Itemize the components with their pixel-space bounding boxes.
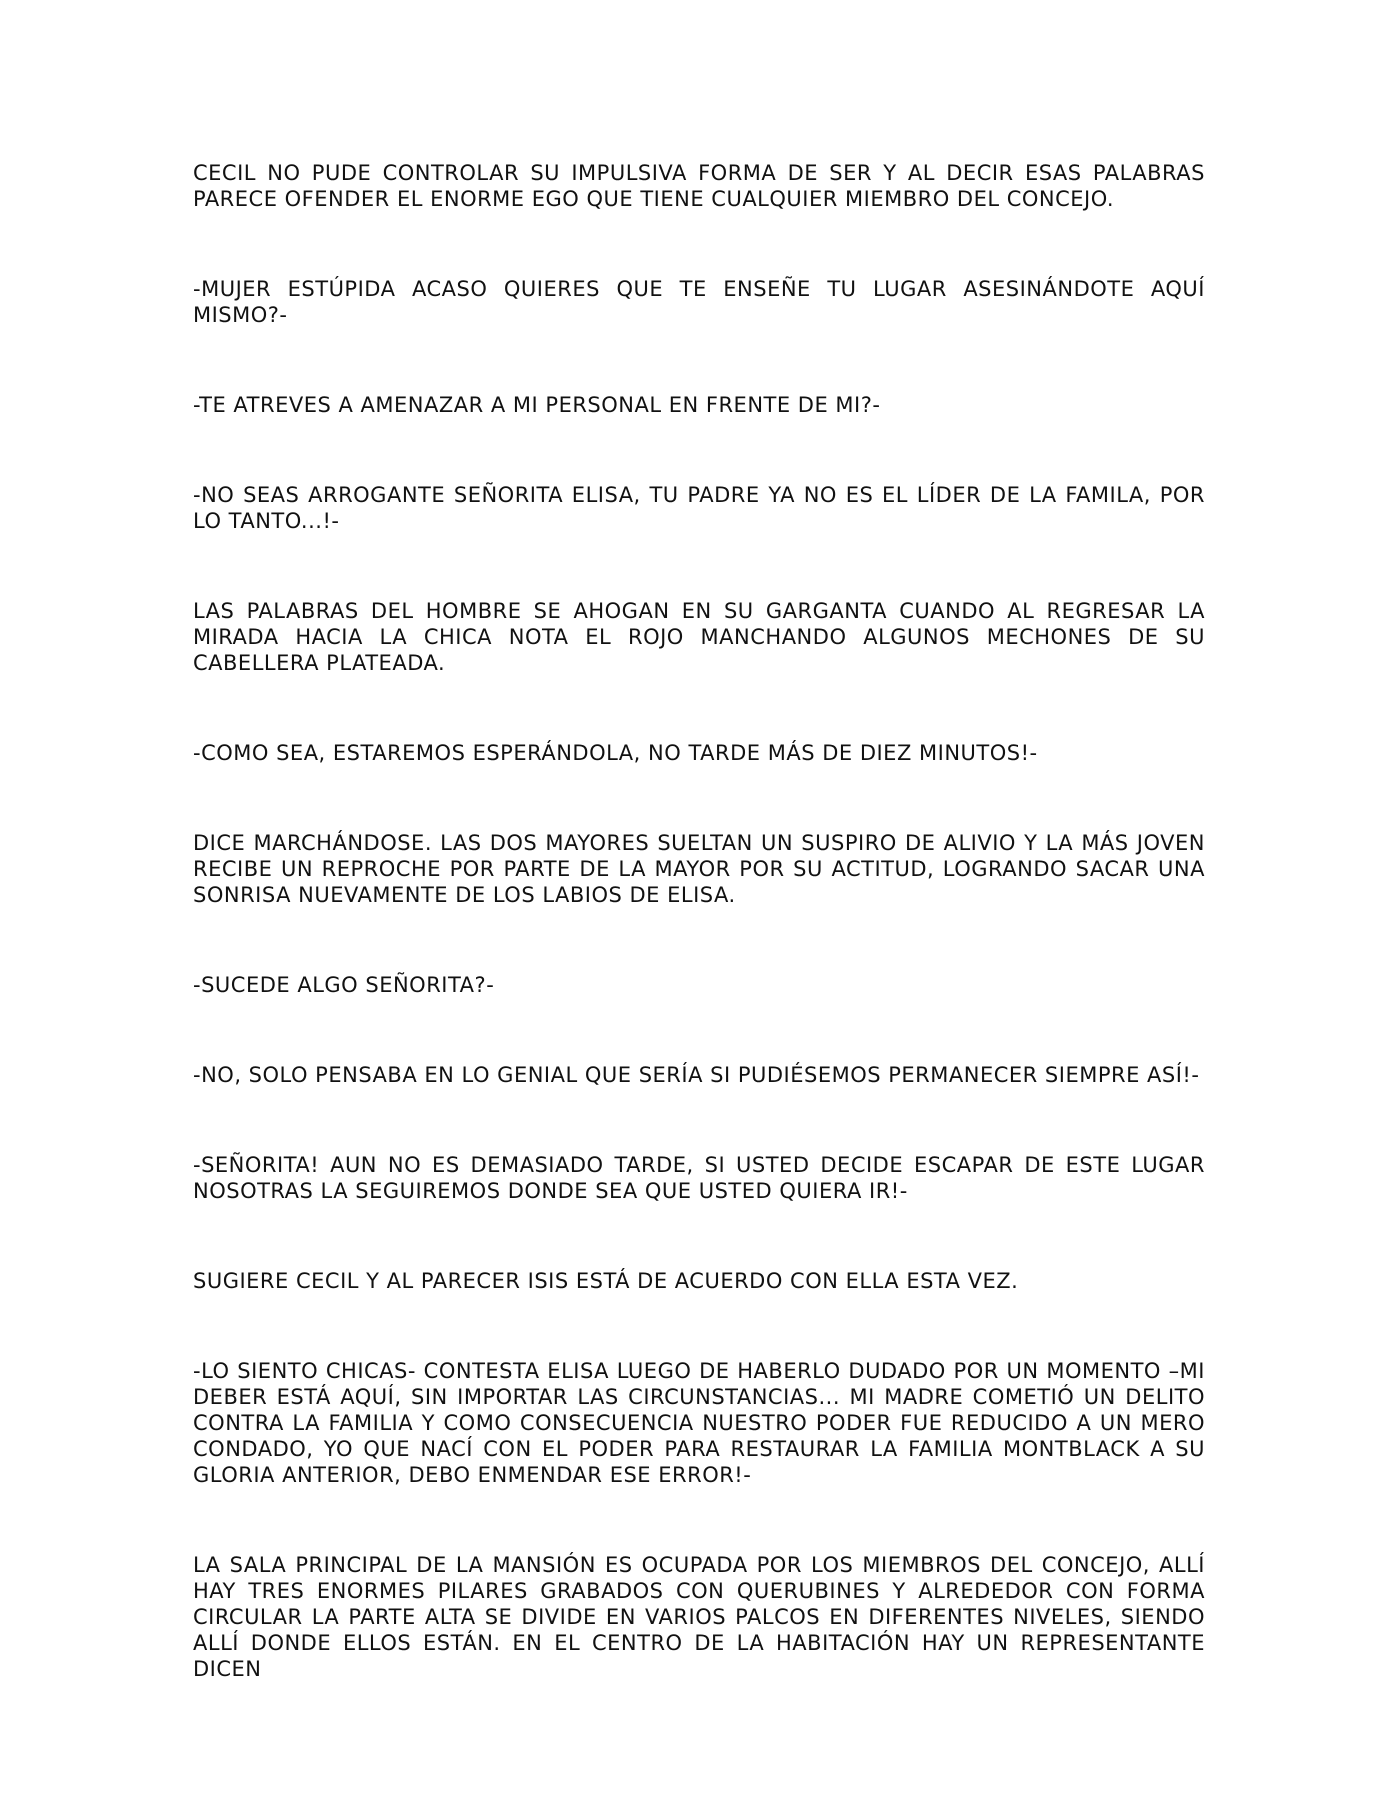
- dialogue-line-sucede-algo: -SUCEDE ALGO SEÑORITA?-: [193, 973, 495, 997]
- paragraph-cecil-impulsive: CECIL NO PUDE CONTROLAR SU IMPULSIVA FORMA DE SER Y AL DECIR ESAS PALABRAS PARECE OFENDER EL ENORME EGO QUE TIENE CUALQUIER MIEMBRO DEL CONCEJO.: [193, 161, 1205, 211]
- dialogue-line-no-seas-arrogante: -NO SEAS ARROGANTE SEÑORITA ELISA, TU PADRE YA NO ES EL LÍDER DE LA FAMILA, POR LO TANTO...!-: [193, 483, 1205, 533]
- dialogue-paragraph-lo-siento: -LO SIENTO CHICAS- CONTESTA ELISA LUEGO DE HABERLO DUDADO POR UN MOMENTO –MI DEBER ESTÁ AQUÍ, SIN IMPORTAR LAS CIRCUNSTANCIAS... MI MADRE COMETIÓ UN DELITO CONTRA LA FAMILIA Y COMO CONSECUENCIA NUESTRO PODER FUE REDUCIDO A UN MERO CONDADO, YO QUE NACÍ CON EL PODER PARA RESTAURAR LA FAMILIA MONTBLACK A SU GLORIA ANTERIOR, DEBO ENMENDAR ESE ERROR!-: [193, 1359, 1205, 1487]
- dialogue-line-te-atreves: -TE ATREVES A AMENAZAR A MI PERSONAL EN FRENTE DE MI?-: [193, 393, 881, 417]
- dialogue-line-como-sea: -COMO SEA, ESTAREMOS ESPERÁNDOLA, NO TARDE MÁS DE DIEZ MINUTOS!-: [193, 741, 1038, 765]
- dialogue-line-senorita-escapar: -SEÑORITA! AUN NO ES DEMASIADO TARDE, SI USTED DECIDE ESCAPAR DE ESTE LUGAR NOSOTRAS LA SEGUIREMOS DONDE SEA QUE USTED QUIERA IR!-: [193, 1153, 1205, 1203]
- paragraph-dice-marchandose: DICE MARCHÁNDOSE. LAS DOS MAYORES SUELTAN UN SUSPIRO DE ALIVIO Y LA MÁS JOVEN RECIBE UN REPROCHE POR PARTE DE LA MAYOR POR SU ACTITUD, LOGRANDO SACAR UNA SONRISA NUEVAMENTE DE LOS LABIOS DE ELISA.: [193, 831, 1205, 907]
- paragraph-palabras-del-hombre: LAS PALABRAS DEL HOMBRE SE AHOGAN EN SU GARGANTA CUANDO AL REGRESAR LA MIRADA HACIA LA CHICA NOTA EL ROJO MANCHANDO ALGUNOS MECHONES DE SU CABELLERA PLATEADA.: [193, 599, 1205, 675]
- dialogue-line-solo-pensaba: -NO, SOLO PENSABA EN LO GENIAL QUE SERÍA SI PUDIÉSEMOS PERMANECER SIEMPRE ASÍ!-: [193, 1063, 1200, 1087]
- dialogue-line-estupida: -MUJER ESTÚPIDA ACASO QUIERES QUE TE ENSEÑE TU LUGAR ASESINÁNDOTE AQUÍ MISMO?-: [193, 277, 1205, 327]
- text-column: [193, 160, 1205, 1682]
- paragraph-sala-principal: LA SALA PRINCIPAL DE LA MANSIÓN ES OCUPADA POR LOS MIEMBROS DEL CONCEJO, ALLÍ HAY TRES ENORMES PILARES GRABADOS CON QUERUBINES Y ALREDEDOR CON FORMA CIRCULAR LA PARTE ALTA SE DIVIDE EN VARIOS PALCOS EN DIFERENTES NIVELES, SIENDO ALLÍ DONDE ELLOS ESTÁN. EN EL CENTRO DE LA HABITACIÓN HAY UN REPRESENTANTE DICEN: [193, 1553, 1205, 1681]
- paragraph-sugiere-cecil: SUGIERE CECIL Y AL PARECER ISIS ESTÁ DE ACUERDO CON ELLA ESTA VEZ.: [193, 1269, 1019, 1293]
